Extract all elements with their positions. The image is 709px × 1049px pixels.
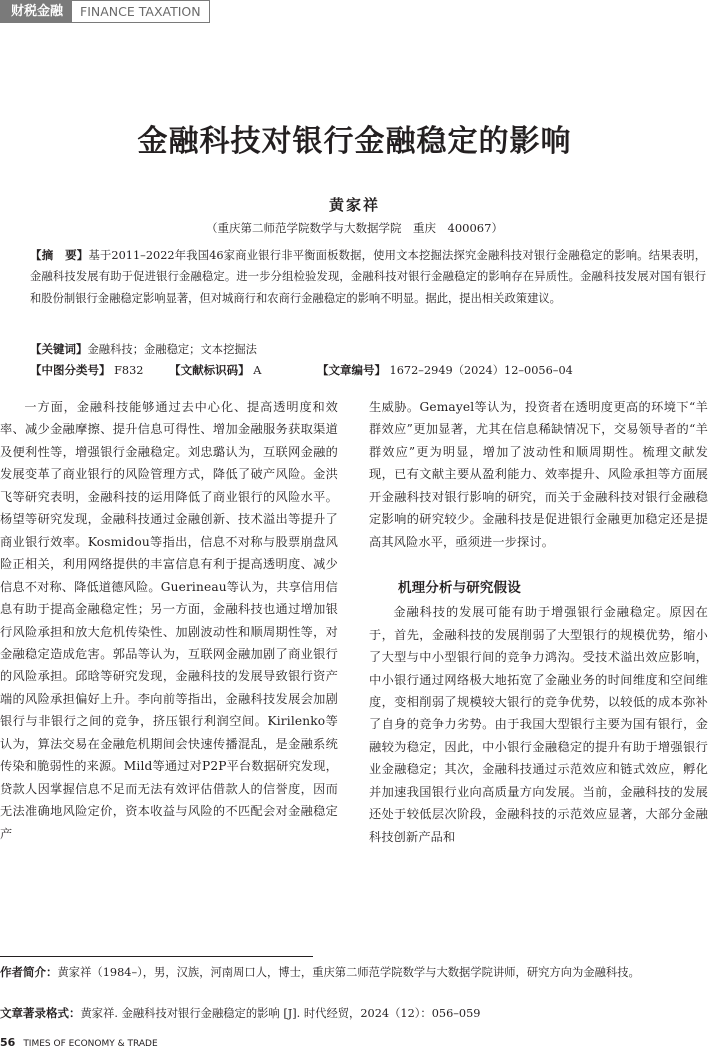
citation-text: 黄家祥. 金融科技对银行金融稳定的影响 [J]. 时代经贸，2024（12）：056–059 (80, 1007, 481, 1020)
section-header-tag (0, 0, 210, 23)
journal-name: TIMES OF ECONOMY & TRADE (23, 1039, 158, 1049)
body-paragraph: 一方面，金融科技能够通过去中心化、提高透明度和效率、减少金融摩擦、提升信息可得性、增加金融服务获取渠道及便利性等，增强银行金融稳定。刘忠璐认为，互联网金融的发展变革了商业银行的风险管理方式，降低了破产风险。金洪飞等研究表明，金融科技的运用降低了商业银行的风险水平。杨望等研究发现，金融科技通过金融创新、技术溢出等提升了商业银行效率。Kosmidou等指出，信息不对称与股票崩盘风险正相关，利用网络提供的丰富信息有利于提高透明度、减少信息不对称、降低道德风险。Guerineau等认为，共享信用信息有助于提高金融稳定性；另一方面，金融科技也通过增加银行风险承担和放大危机传染性、加剧波动性和顺周期性等，对金融稳定造成危害。郭品等认为，互联网金融加剧了商业银行的风险承担。邱晗等研究发现，金融科技的发展导致银行资产端的风险承担偏好上升。李向前等指出，金融科技发展会加剧银行与非银行之间的竞争，挤压银行利润空间。Kirilenko等认为，算法交易在金融危机期间会快速传播混乱，是金融系统传染和脆弱性的来源。Mild等通过对P2P平台数据研究发现，贷款人因掌握信息不足而无法有效评估借款人的信誉度，因而无法准确地风险定价，资本收益与风险的不匹配会对金融稳定产 (0, 400, 338, 841)
abstract (30, 245, 706, 309)
keywords-label: 【关键词】 (30, 342, 88, 356)
section-heading: 机理分析与研究假设 (398, 580, 521, 597)
keywords-text: 金融科技；金融稳定；文本挖掘法 (87, 343, 257, 356)
abstract-text: 基于2011–2022年我国46家商业银行非平衡面板数据，使用文本挖掘法探究金融科技对银行金融稳定的影响。结果表明，金融科技发展有助于促进银行金融稳定。进一步分组检验发现，金融科技对银行金融稳定的影响存在异质性。金融科技发展对国有银行和股份制银行金融稳定影响显著，但对城商行和农商行金融稳定的影响不明显。据此，提出相关政策建议。 (30, 249, 707, 305)
body-paragraph: 生威胁。Gemayel等认为，投资者在透明度更高的环境下“羊群效应”更加显著，尤其在信息稀缺情况下，交易领导者的“羊群效应”更为明显，增加了波动性和顺周期性。梳理文献发现，已有文献主要从盈利能力、效率提升、风险承担等方面展开金融科技对银行影响的研究，而关于金融科技对银行金融稳定影响的研究较少。金融科技是促进银行金融更加稳定还是提高其风险水平，亟须进一步探讨。 (369, 400, 708, 549)
citation-label: 文章著录格式： (0, 1006, 81, 1020)
abstract-label: 【摘 要】 (30, 248, 89, 262)
keywords (30, 341, 257, 357)
body-paragraph: 金融科技的发展可能有助于增强银行金融稳定。原因在于，首先，金融科技的发展削弱了大型银行的规模优势，缩小了大型与中小型银行间的竞争力鸿沟。受技术溢出效应影响，中小银行通过网络极大地拓宽了金融业务的时间维度和空间维度，变相削弱了规模较大银行的竞争优势，以较低的成本弥补了自身的竞争力劣势。由于我国大型银行主要为国有银行，金融较为稳定，因此，中小银行金融稳定的提升有助于增强银行业金融稳定；其次，金融科技通过示范效应和链式效应，孵化并加速我国银行业向高质量方向发展。当前，金融科技的发展还处于较低层次阶段，金融科技的示范效应显著，大部分金融科技创新产品和 (369, 605, 708, 844)
footnote-label: 作者简介： (0, 965, 58, 979)
author-name: 黄家祥 (328, 196, 380, 214)
body-column-left (0, 396, 338, 845)
footnote-text: 黄家祥（1984–），男，汉族，河南周口人，博士，重庆第二师范学院数学与大数据学院讲师，研究方向为金融科技。 (57, 966, 640, 979)
doc-code-value: A (253, 364, 262, 377)
section-label-cn: 财税金融 (0, 0, 72, 23)
footnote-divider (0, 956, 313, 957)
article-number-label: 【文章编号】 (316, 363, 386, 377)
article-number-value: 1672–2949（2024）12–0056–04 (389, 364, 573, 377)
body-column-right (369, 396, 708, 848)
clc-value: F832 (114, 364, 144, 377)
classification-line (30, 362, 706, 378)
page-number: 56 (0, 1036, 16, 1049)
citation-format (0, 1004, 709, 1023)
article-title: 金融科技对银行金融稳定的影响 (137, 124, 572, 159)
section-label-en: FINANCE TAXATION (72, 0, 210, 23)
author-affiliation: （重庆第二师范学院数学与大数据学院 重庆 400067） (206, 221, 503, 235)
page-footer (0, 1036, 158, 1049)
doc-code-label: 【文献标识码】 (169, 363, 250, 377)
author-footnote (0, 963, 709, 982)
clc-label: 【中图分类号】 (30, 363, 111, 377)
